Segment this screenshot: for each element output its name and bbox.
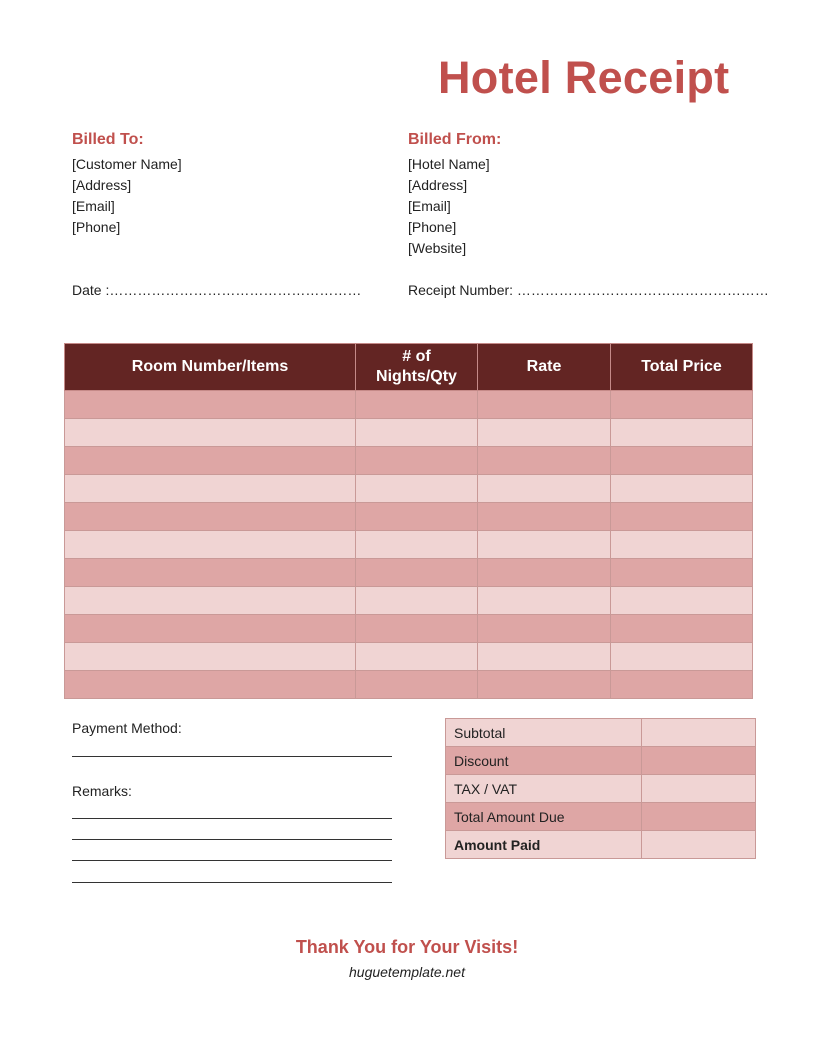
discount-label: Discount	[446, 747, 642, 775]
totals-row-total-due	[446, 803, 756, 831]
cell-room-item[interactable]	[65, 391, 356, 419]
payment-method-line[interactable]	[72, 756, 392, 757]
billed-from-heading: Billed From:	[408, 131, 502, 148]
billed-from-section	[408, 131, 728, 259]
receipt-number-field[interactable]: Receipt Number: ………………………………………………	[408, 282, 769, 298]
cell-room-item[interactable]	[65, 559, 356, 587]
cell-room-item[interactable]	[65, 671, 356, 699]
date-field[interactable]: Date :………………………………………………	[72, 282, 362, 298]
remarks-line[interactable]	[72, 818, 392, 819]
cell-rate[interactable]	[478, 447, 611, 475]
cell-rate[interactable]	[478, 671, 611, 699]
cell-total-price[interactable]	[611, 503, 753, 531]
items-table	[64, 343, 753, 699]
remarks-line[interactable]	[72, 839, 392, 840]
cell-total-price[interactable]	[611, 475, 753, 503]
header-room-number-items: Room Number/Items	[65, 344, 356, 391]
cell-rate[interactable]	[478, 503, 611, 531]
billed-to-email: [Email]	[72, 198, 115, 214]
amount-paid-label: Amount Paid	[446, 831, 642, 859]
cell-nights-qty[interactable]	[356, 503, 478, 531]
remarks-line[interactable]	[72, 860, 392, 861]
cell-rate[interactable]	[478, 615, 611, 643]
cell-total-price[interactable]	[611, 671, 753, 699]
items-table-header	[65, 344, 753, 391]
table-row	[65, 447, 753, 475]
billed-to-customer-name: [Customer Name]	[72, 156, 182, 172]
totals-row-subtotal	[446, 719, 756, 747]
cell-nights-qty[interactable]	[356, 671, 478, 699]
remarks-line[interactable]	[72, 882, 392, 883]
cell-room-item[interactable]	[65, 531, 356, 559]
cell-total-price[interactable]	[611, 531, 753, 559]
total-amount-due-label: Total Amount Due	[446, 803, 642, 831]
document-title: Hotel Receipt	[438, 52, 730, 103]
table-row	[65, 475, 753, 503]
cell-room-item[interactable]	[65, 587, 356, 615]
subtotal-value[interactable]	[642, 719, 756, 747]
cell-room-item[interactable]	[65, 475, 356, 503]
subtotal-label: Subtotal	[446, 719, 642, 747]
billed-to-phone: [Phone]	[72, 219, 121, 235]
cell-rate[interactable]	[478, 643, 611, 671]
billed-from-hotel-name: [Hotel Name]	[408, 156, 490, 172]
cell-rate[interactable]	[478, 587, 611, 615]
cell-nights-qty[interactable]	[356, 615, 478, 643]
cell-total-price[interactable]	[611, 559, 753, 587]
cell-room-item[interactable]	[65, 447, 356, 475]
billed-from-website: [Website]	[408, 240, 467, 256]
cell-room-item[interactable]	[65, 419, 356, 447]
totals-row-amount-paid	[446, 831, 756, 859]
table-row	[65, 503, 753, 531]
cell-total-price[interactable]	[611, 391, 753, 419]
tax-vat-value[interactable]	[642, 775, 756, 803]
table-row	[65, 419, 753, 447]
cell-rate[interactable]	[478, 391, 611, 419]
cell-room-item[interactable]	[65, 503, 356, 531]
billed-to-section	[72, 131, 392, 238]
totals-table	[445, 718, 756, 859]
table-row	[65, 587, 753, 615]
cell-total-price[interactable]	[611, 419, 753, 447]
cell-total-price[interactable]	[611, 587, 753, 615]
cell-rate[interactable]	[478, 475, 611, 503]
cell-total-price[interactable]	[611, 643, 753, 671]
cell-total-price[interactable]	[611, 615, 753, 643]
amount-paid-value[interactable]	[642, 831, 756, 859]
cell-nights-qty[interactable]	[356, 531, 478, 559]
billed-from-address: [Address]	[408, 177, 468, 193]
billed-from-email: [Email]	[408, 198, 451, 214]
header-rate: Rate	[478, 344, 611, 391]
totals-row-tax	[446, 775, 756, 803]
tax-vat-label: TAX / VAT	[446, 775, 642, 803]
remarks-label: Remarks:	[72, 783, 132, 799]
table-row	[65, 643, 753, 671]
cell-nights-qty[interactable]	[356, 447, 478, 475]
cell-rate[interactable]	[478, 531, 611, 559]
cell-nights-qty[interactable]	[356, 391, 478, 419]
discount-value[interactable]	[642, 747, 756, 775]
cell-room-item[interactable]	[65, 643, 356, 671]
totals-row-discount	[446, 747, 756, 775]
table-row	[65, 671, 753, 699]
cell-room-item[interactable]	[65, 615, 356, 643]
cell-rate[interactable]	[478, 559, 611, 587]
table-row	[65, 559, 753, 587]
cell-total-price[interactable]	[611, 447, 753, 475]
billed-from-phone: [Phone]	[408, 219, 457, 235]
billed-to-heading: Billed To:	[72, 131, 144, 148]
cell-nights-qty[interactable]	[356, 587, 478, 615]
header-total-price: Total Price	[611, 344, 753, 391]
cell-nights-qty[interactable]	[356, 419, 478, 447]
cell-nights-qty[interactable]	[356, 559, 478, 587]
table-row	[65, 391, 753, 419]
header-nights-qty: # of Nights/Qty	[356, 344, 478, 391]
payment-method-label: Payment Method:	[72, 720, 182, 736]
thank-you-message: Thank You for Your Visits!	[295, 937, 519, 957]
cell-nights-qty[interactable]	[356, 643, 478, 671]
total-amount-due-value[interactable]	[642, 803, 756, 831]
website-credit: huguetemplate.net	[349, 964, 465, 980]
billed-to-address: [Address]	[72, 177, 132, 193]
cell-rate[interactable]	[478, 419, 611, 447]
cell-nights-qty[interactable]	[356, 475, 478, 503]
table-row	[65, 615, 753, 643]
table-row	[65, 531, 753, 559]
